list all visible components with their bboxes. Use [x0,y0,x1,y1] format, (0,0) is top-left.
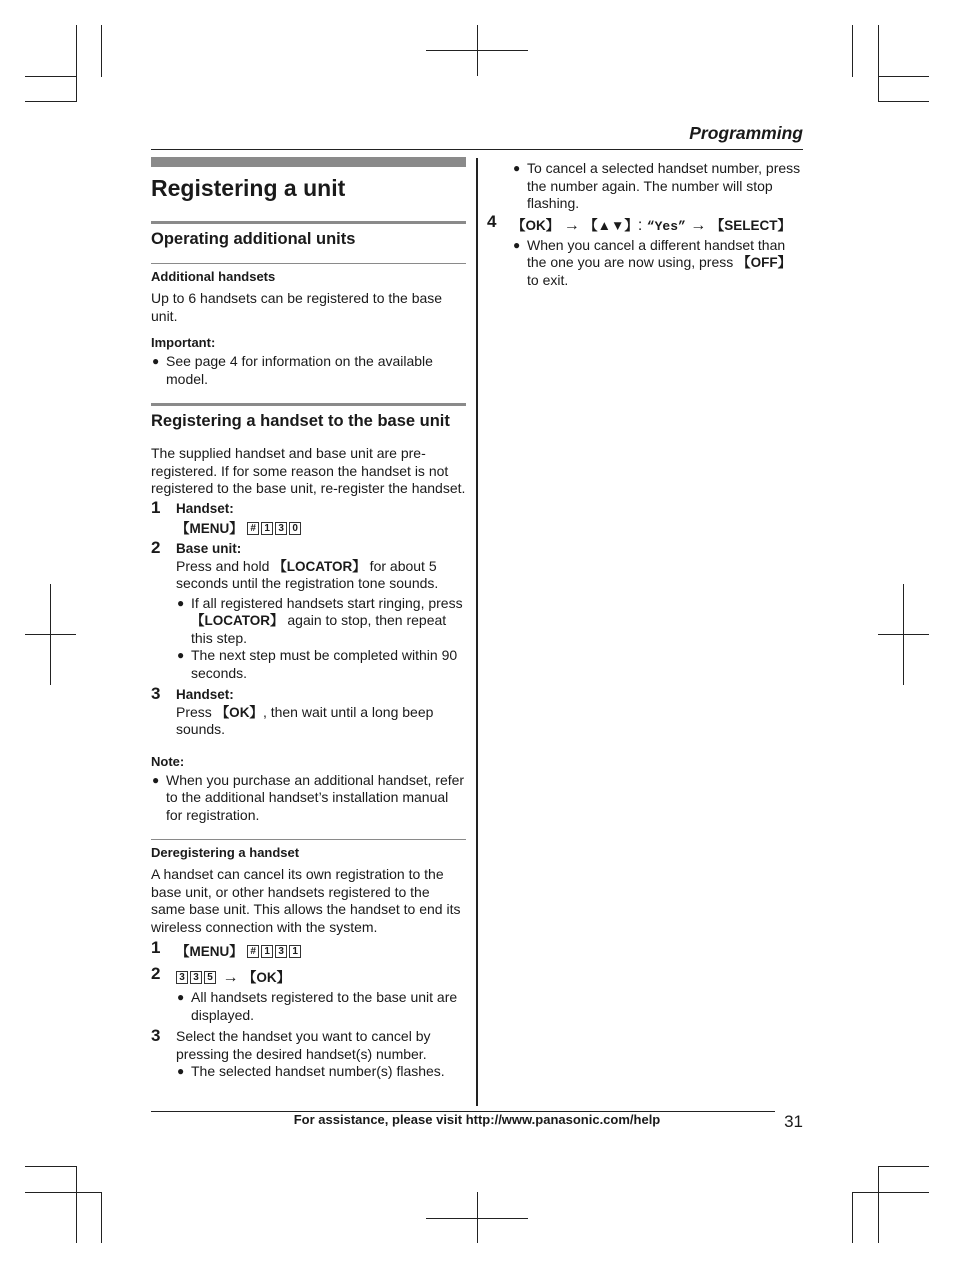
crop-mark [101,1192,102,1243]
page-number: 31 [784,1112,803,1131]
step-number: 3 [151,1026,161,1046]
step-4 [487,211,803,290]
right-column [487,160,803,289]
list-item: ● When you purchase an additional handset, refer to the additional handset’s installation manual for registration. [152,771,465,823]
ok-key: 【OK】 [512,217,560,233]
step-bullets [176,989,466,1024]
step-label: Handset: [176,500,234,516]
key-sequence [176,966,466,987]
important-label: Important: [151,335,216,351]
menu-key: 【MENU】 [176,944,243,960]
crop-mark [50,584,51,685]
ok-key: 【OK】 [215,704,263,720]
crop-mark [25,1166,77,1167]
subhead-deregistering: Deregistering a handset [151,845,300,861]
note-list [151,772,466,825]
section-title-register-handset: Registering a handset to the base unit [151,412,450,431]
step-number: 4 [487,211,497,231]
step-label: Handset: [176,687,234,703]
arrow-icon: → [222,969,239,987]
step-number: 3 [151,684,161,704]
step-1 [151,497,466,539]
step-text: Press and hold 【LOCATOR】 for about 5 seconds until the registration tone sounds. [176,557,439,592]
off-key: 【OFF】 [737,255,792,270]
bullet-icon: ● [152,772,160,787]
crop-mark [852,1192,853,1243]
crop-mark [477,25,478,76]
left-column [151,157,466,1081]
step-1 [151,940,466,961]
key-digit: 1 [261,945,273,958]
step-number: 1 [151,497,161,517]
step-2 [151,966,466,1024]
step-bullets [176,595,466,683]
key-hash: # [247,522,259,535]
title-bar [151,157,466,167]
key-sequence [512,214,803,235]
cancel-bullets [512,160,803,213]
crop-mark [852,25,853,77]
bullet-icon: ● [177,648,185,663]
bullet-icon: ● [152,354,160,369]
key-digit: 0 [289,522,301,535]
crop-mark [76,1166,77,1243]
crop-mark [852,1192,929,1193]
step-number: 2 [151,538,161,558]
section-rule [151,403,466,406]
navigator-key: 【▲▼】 [584,217,638,233]
note-label: Note: [151,753,185,769]
locator-key: 【LOCATOR】 [273,558,366,574]
crop-mark [878,76,929,77]
list-item: ● The selected handset number(s) flashes. [177,1063,445,1080]
step-bullets [176,1063,466,1081]
key-digit: 3 [275,945,287,958]
step-3 [151,1028,466,1081]
paragraph: The supplied handset and base unit are pre-registered. If for some reason the handset is not registered to the base unit, re-register the handset. [151,445,466,497]
key-digit: 3 [176,971,188,984]
crop-mark [25,101,77,102]
bullet-icon: ● [177,990,185,1005]
thin-rule [151,263,466,264]
bullet-icon: ● [513,237,521,252]
thin-rule [151,839,466,840]
paragraph: Up to 6 handsets can be registered to the base unit. [151,290,443,324]
arrow-icon: → [563,216,580,234]
step-label: Base unit: [176,541,242,557]
crop-mark [25,1192,102,1193]
step-number: 1 [151,938,161,958]
step-number: 2 [151,964,161,984]
list-item: ● All handsets registered to the base unit are displayed. [177,989,458,1023]
step-2 [151,540,466,682]
bullet-icon: ● [177,595,185,610]
crop-mark [878,1166,879,1243]
key-sequence [176,517,466,538]
key-digit: 1 [261,522,273,535]
list-item: ● The next step must be completed within 90 seconds. [177,647,458,681]
locator-key: 【LOCATOR】 [191,613,284,629]
crop-mark [101,25,102,77]
important-list [151,353,466,388]
crop-mark [25,76,77,77]
menu-key: 【MENU】 [176,521,243,537]
subhead-additional-handsets: Additional handsets [151,269,276,285]
list-item: ● When you cancel a different handset than the one you are now using, press 【OFF】 to exit. [513,236,792,288]
section-header: Programming [689,123,803,143]
key-digit: 3 [190,971,202,984]
footer-help-text: For assistance, please visit http://www.panasonic.com/help [293,1112,661,1127]
key-digit: 5 [204,971,216,984]
key-digit: 1 [289,945,301,958]
crop-mark [903,584,904,685]
select-key: 【SELECT】 [710,217,791,233]
key-sequence [176,940,466,961]
step-3 [151,686,466,739]
bullet-icon: ● [513,161,521,175]
header-rule [151,149,803,150]
step-text: Select the handset you want to cancel by pressing the desired handset(s) number. [176,1028,431,1062]
page-title: Registering a unit [151,175,346,201]
paragraph: A handset can cancel its own registration to the base unit, or other handsets registered to the same base unit. This allows the handset to end its wireless connection with the system. [151,866,461,935]
crop-mark [76,25,77,102]
step-text: Press 【OK】, then wait until a long beep sounds. [176,703,434,738]
section-rule [151,221,466,224]
key-hash: # [247,945,259,958]
bullet-icon: ● [177,1064,185,1079]
colon: : [637,216,643,234]
crop-mark [878,25,879,102]
crop-mark [878,101,929,102]
arrow-icon: → [690,216,707,234]
list-item: ● To cancel a selected handset number, press the number again. The number will stop flashing. [513,160,801,211]
step-bullets [512,237,803,290]
list-item: ● If all registered handsets start ringing, press 【LOCATOR】 again to stop, then repeat this step. [177,594,463,646]
key-digit: 3 [275,522,287,535]
list-item: ● See page 4 for information on the available model. [152,353,433,387]
ok-key: 【OK】 [242,970,291,986]
crop-mark [477,1192,478,1243]
yes-option: “Yes” [646,218,686,234]
column-divider [476,158,478,1106]
crop-mark [878,1166,929,1167]
section-title-additional-units: Operating additional units [151,230,356,249]
